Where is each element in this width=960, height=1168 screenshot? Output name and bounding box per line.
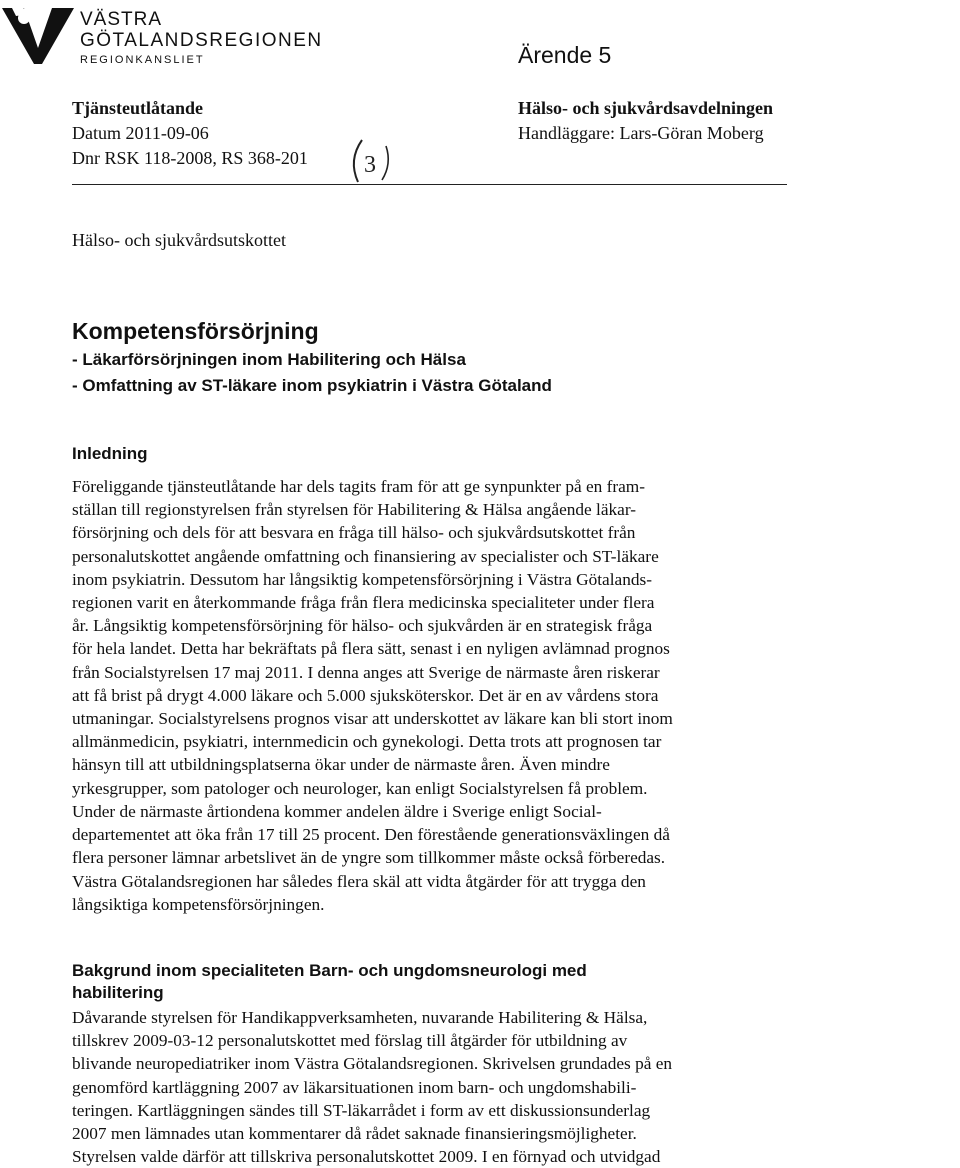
text-line: Styrelsen valde därför att tillskriva personalutskottet 2009. I en förnyad och utvidgad [72,1147,661,1167]
document-type: Tjänsteutlåtande [72,98,204,118]
handwritten-stamp-icon [344,138,396,184]
text-line: hänsyn till att utbildningsplatserna ökar under de närmaste åren. Även mindre [72,755,610,775]
department-name: Hälso- och sjukvårdsavdelningen [518,98,774,118]
section-heading-bakgrund [72,960,792,1004]
text-line: år. Långsiktig kompetensförsörjning för hälso- och sjukvården är en strategisk fråga [72,616,653,636]
text-line: utmaningar. Socialstyrelsens prognos visar att underskottet av läkare kan bli stort inom [72,709,673,729]
text-line: regionen varit en återkommande fråga från flera medicinska specialiteter under flera [72,593,655,613]
text-line: Föreliggande tjänsteutlåtande har dels tagits fram för att ge synpunkter på en fram- [72,477,645,496]
handlaggare: Handläggare: Lars-Göran Moberg [518,123,764,143]
section-heading-inledning: Inledning [72,444,148,463]
heading-line: Bakgrund inom specialiteten Barn- och ungdomsneurologi med [72,961,587,980]
subtitle-2: - Omfattning av ST-läkare inom psykiatrin i Västra Götaland [72,376,552,395]
text-line: blivande neuropediatriker inom Västra Götalandsregionen. Skrivelsen grundades på en [72,1054,673,1074]
inledning-paragraph-2 [72,800,792,916]
subtitle-1: - Läkarförsörjningen inom Habilitering och Hälsa [72,350,466,369]
document-date: Datum 2011-09-06 [72,123,209,143]
organization-name [80,10,323,68]
text-line: yrkesgrupper, som patologer och neurologer, kan enligt Socialstyrelsen få problem. [72,778,648,798]
text-line: långsiktiga kompetensförsörjningen. [72,894,325,914]
org-line-2: GÖTALANDSREGIONEN [80,30,323,51]
text-line: genomförd kartläggning 2007 av läkarsituationen inom barn- och ungdomshabili- [72,1077,637,1097]
department-meta [518,96,773,146]
org-line-3: REGIONKANSLIET [80,54,205,66]
text-line: från Socialstyrelsen 17 maj 2011. I denna anges att Sverige de närmaste åren riskerar [72,662,660,682]
text-line: ställan till regionstyrelsen från styrelsen för Habilitering & Hälsa angående läkar- [72,500,636,520]
text-line: tillskrev 2009-03-12 personalutskottet med förslag till åtgärder för utbildning av [72,1031,628,1051]
text-line: för hela landet. Detta har bekräftats på flera sätt, senast i en nyligen avlämnad prognos [72,639,670,659]
text-line: allmänmedicin, psykiatri, internmedicin och gynekologi. Detta trots att prognosen tar [72,732,662,752]
text-line: försörjning och dels för att besvara en fråga till hälso- och sjukvårdsutskottet från [72,523,636,543]
text-line: flera personer lämnar arbetslivet än de yngre som tillkommer måste också förberedas. [72,848,666,868]
page-title: Kompetensförsörjning [72,318,319,344]
text-line: att få brist på drygt 4.000 läkare och 5.000 sjuksköterskor. Det är en av vårdens stora [72,685,659,705]
text-line: 2007 men lämnades utan kommentarer då rådet saknade finansieringsmöjligheter. [72,1124,637,1144]
inledning-paragraph-1 [72,475,792,800]
text-line: teringen. Kartläggningen sändes till ST-läkarrådet i form av ett diskussionsunderlag [72,1100,651,1120]
addressee: Hälso- och sjukvårdsutskottet [72,230,286,250]
vastra-gotalandsregionen-logo-icon [2,4,74,66]
text-line: departementet att öka från 17 till 25 procent. Den förestående generationsväxlingen då [72,825,670,845]
text-line: Under de närmaste årtiondena kommer andelen äldre i Sverige enligt Social- [72,802,602,821]
stamp-number: 3 [364,152,376,178]
text-line: Dåvarande styrelsen för Handikappverksamheten, nuvarande Habilitering & Hälsa, [72,1008,648,1027]
document-meta [72,96,308,171]
document-dnr: Dnr RSK 118-2008, RS 368-201 [72,148,308,168]
org-line-1: VÄSTRA [80,9,163,30]
bakgrund-paragraph-1 [72,1006,792,1168]
heading-line: habilitering [72,983,164,1002]
arende-number: Ärende 5 [518,42,612,68]
text-line: Västra Götalandsregionen har således flera skäl att vidta åtgärder för att trygga den [72,871,646,891]
text-line: personalutskottet angående omfattning och finansiering av specialister och ST-läkare [72,546,659,566]
text-line: inom psykiatrin. Dessutom har långsiktig kompetensförsörjning i Västra Götalands- [72,569,652,589]
header-divider [72,184,787,185]
